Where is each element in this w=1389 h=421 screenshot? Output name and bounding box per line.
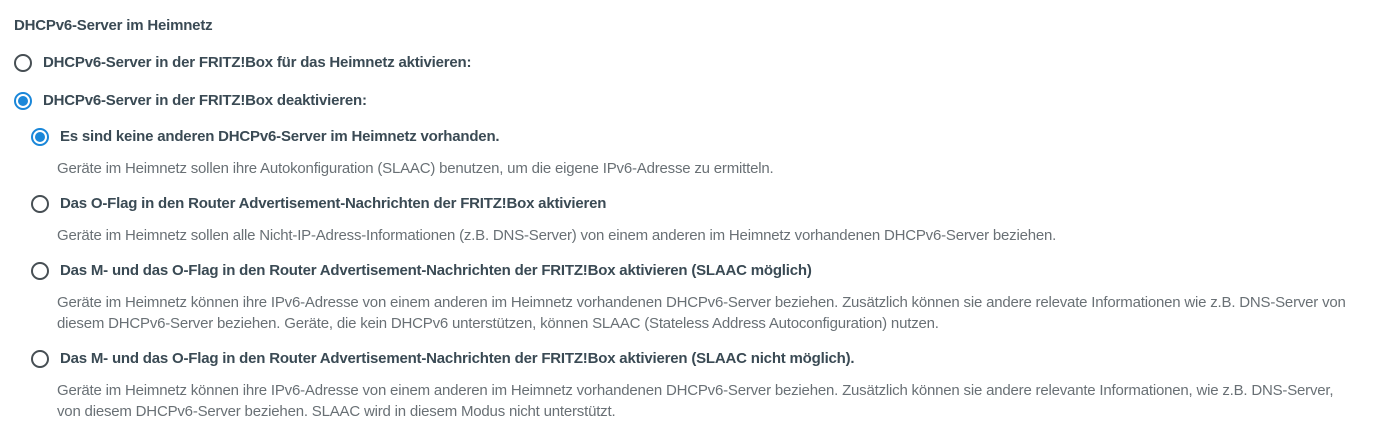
radio-option-label[interactable]: DHCPv6-Server in der FRITZ!Box für das Heimnetz aktivieren: (43, 54, 472, 71)
option-description: Geräte im Heimnetz können ihre IPv6-Adresse von einem anderen im Heimnetz vorhandenen DHCPv6-Server beziehen. Zusätzlich können sie andere relevante Informationen, wie z.B. DNS-Server, von diesem DHCPv6-Server beziehen. SLAAC wird in diesem Modus nicht unterstützt. (57, 382, 1334, 420)
radio-option-o-flag[interactable] (31, 194, 1347, 214)
radio-option-deactivate-dhcpv6[interactable] (14, 91, 1347, 111)
radio-option-activate-dhcpv6[interactable] (14, 53, 1347, 73)
option-description: Geräte im Heimnetz können ihre IPv6-Adresse von einem anderen im Heimnetz vorhandenen DHCPv6-Server beziehen. Zusätzlich können sie andere relevate Informationen wie z.B. DNS-Server von diesem DHCPv6-Server beziehen. Geräte, die kein DHCPv6 unterstützen, können SLAAC (Stateless Address Autoconfiguration) nutzen. (57, 294, 1346, 332)
option-description: Geräte im Heimnetz sollen ihre Autokonfiguration (SLAAC) benutzen, um die eigene IPv6-Adresse zu ermitteln. (57, 160, 774, 177)
radio-option-m-o-flag-slaac-not-possible[interactable] (31, 349, 1347, 369)
section-heading: DHCPv6-Server im Heimnetz (14, 17, 213, 34)
radio-option-no-other-dhcpv6[interactable] (31, 127, 1347, 147)
sub-option-group (31, 127, 1347, 421)
radio-button-icon[interactable] (31, 262, 49, 280)
radio-option-label[interactable]: Es sind keine anderen DHCPv6-Server im Heimnetz vorhanden. (60, 128, 500, 145)
radio-button-icon[interactable] (31, 128, 49, 146)
radio-button-icon[interactable] (14, 92, 32, 110)
radio-option-label[interactable]: DHCPv6-Server in der FRITZ!Box deaktivieren: (43, 92, 367, 109)
radio-button-icon[interactable] (14, 54, 32, 72)
radio-option-m-o-flag-slaac-possible[interactable] (31, 261, 1347, 281)
radio-option-label[interactable]: Das O-Flag in den Router Advertisement-Nachrichten der FRITZ!Box aktivieren (60, 195, 607, 212)
radio-option-label[interactable]: Das M- und das O-Flag in den Router Advertisement-Nachrichten der FRITZ!Box aktivieren (SLAAC möglich) (60, 262, 812, 279)
radio-button-icon[interactable] (31, 350, 49, 368)
radio-option-label[interactable]: Das M- und das O-Flag in den Router Advertisement-Nachrichten der FRITZ!Box aktivieren (SLAAC nicht möglich). (60, 350, 855, 367)
radio-button-icon[interactable] (31, 195, 49, 213)
option-description: Geräte im Heimnetz sollen alle Nicht-IP-Adress-Informationen (z.B. DNS-Server) von einem anderen im Heimnetz vorhandenen DHCPv6-Server beziehen. (57, 227, 1057, 244)
